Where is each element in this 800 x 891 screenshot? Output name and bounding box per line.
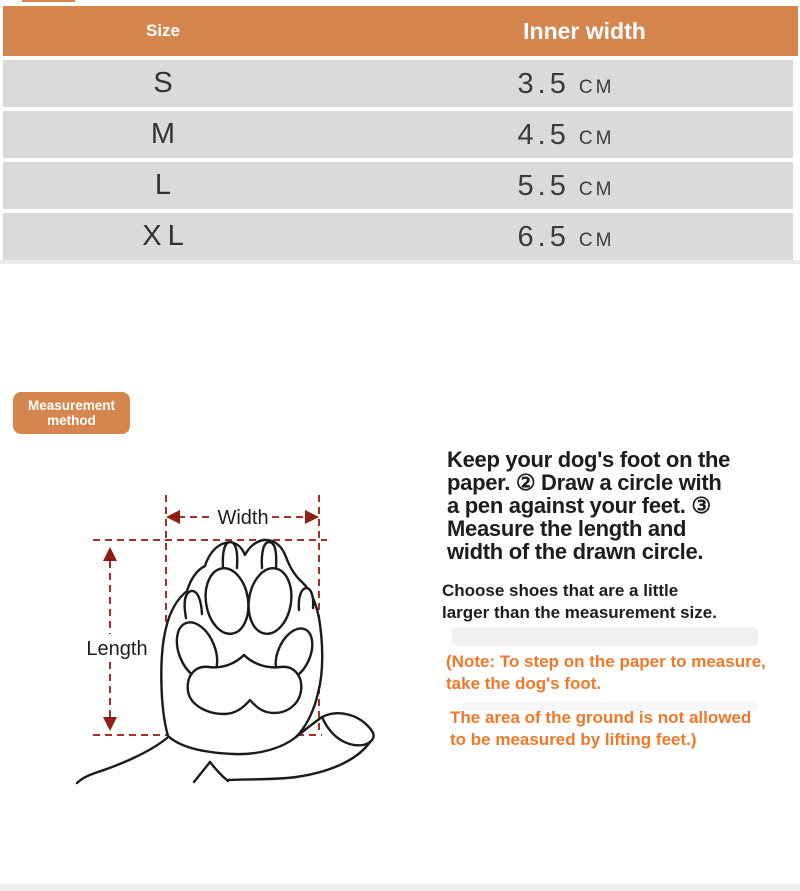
instruction-line: Measure the length and — [447, 516, 687, 541]
note-line: The area of the ground is not allowed — [450, 708, 752, 727]
instruction-line: a pen against your feet. ③ — [447, 493, 711, 518]
note-line: (Note: To step on the paper to measure, — [446, 652, 766, 671]
column-header-inner-width: Inner width — [523, 17, 646, 44]
note-line: take the dog's foot. — [446, 674, 602, 693]
table-row — [3, 60, 793, 107]
size-table — [3, 6, 798, 264]
instruction-line: paper. ② Draw a circle with — [447, 470, 722, 495]
table-row — [3, 213, 793, 260]
width-unit: CM — [578, 76, 615, 98]
measurement-method-badge — [13, 392, 130, 434]
size-cell: S — [153, 67, 173, 99]
width-cell — [323, 219, 793, 255]
length-label: Length — [86, 638, 148, 660]
width-unit: CM — [578, 178, 615, 200]
bottom-edge-divider — [0, 884, 800, 891]
badge-line-2: method — [47, 413, 96, 428]
width-value: 5.5 — [517, 169, 570, 202]
note-text-2 — [450, 707, 751, 751]
advice-line: Choose shoes that are a little — [442, 581, 679, 600]
note-text-1 — [446, 651, 766, 695]
table-row — [3, 111, 793, 158]
instruction-line: width of the drawn circle. — [447, 539, 704, 564]
table-row — [3, 162, 793, 209]
main-instructions — [447, 448, 730, 563]
column-header-size: Size — [145, 21, 181, 40]
advice-line: larger than the measurement size. — [442, 603, 717, 622]
width-value: 6.5 — [517, 220, 570, 253]
note-line: to be measured by lifting feet.) — [450, 730, 697, 749]
badge-line-1: Measurement — [27, 398, 116, 413]
size-table-header — [3, 6, 798, 56]
width-cell — [323, 168, 793, 204]
table-bottom-divider — [0, 260, 800, 264]
width-label: Width — [217, 507, 269, 529]
width-value: 4.5 — [517, 118, 570, 151]
paw-measurement-diagram — [60, 450, 480, 790]
instruction-line: Keep your dog's foot on the — [447, 447, 731, 472]
faint-highlight-bar — [452, 627, 758, 646]
paw-outline-sketch — [77, 540, 374, 783]
size-cell: M — [150, 118, 176, 150]
size-cell: L — [154, 169, 172, 201]
top-edge-artifact — [22, 0, 75, 2]
sizing-advice — [442, 580, 717, 624]
size-cell: XL — [142, 220, 190, 252]
width-unit: CM — [578, 229, 615, 251]
width-cell — [323, 66, 793, 102]
width-cell — [323, 117, 793, 153]
width-value: 3.5 — [517, 67, 570, 100]
width-unit: CM — [578, 127, 615, 149]
